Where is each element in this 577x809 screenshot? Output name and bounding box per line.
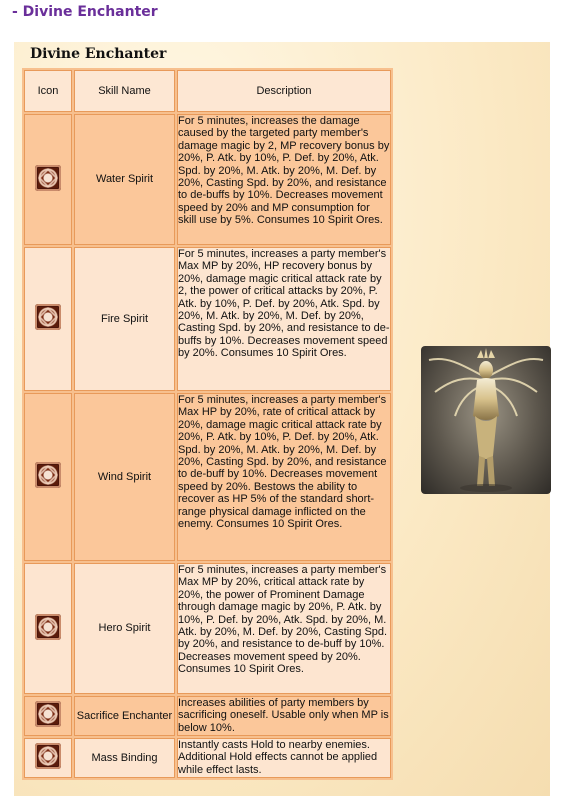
- mass-binding-icon: [35, 743, 61, 769]
- header-description: Description: [177, 70, 391, 112]
- table-row: [24, 738, 391, 778]
- skill-name: Hero Spirit: [74, 563, 175, 694]
- panel-title: Divine Enchanter: [30, 46, 167, 62]
- hero-spirit-icon: [35, 614, 61, 640]
- skill-description: For 5 minutes, increases the damage caused by the targeted party member's damage magic by 2, MP recovery bonus by 20%, P. Atk. by 10%, P. Def. by 20%, Atk. Spd. by 20%, M. Atk. by 20%, M. Def. by 20%, Casting Spd. by 20%, and resistance to de-buffs by 10%. Decreases movement speed by 20% and MP consumption for skill use by 5%. Consumes 10 Spirit Ores.: [177, 114, 391, 245]
- skill-description: For 5 minutes, increases a party member's Max MP by 20%, HP recovery bonus by 20%, damage magic critical attack rate by 2, the power of critical attacks by 20%, P. Atk. by 10%, P. Def. by 20%, Atk. Spd. by 20%, M. Atk. by 20%, M. Def. by 20%, Casting Spd. by 20%, and resistance to de-buffs by 10%. Decreases movement speed by 20%. Consumes 10 Spirit Ores.: [177, 247, 391, 391]
- wind-spirit-icon: [35, 462, 61, 488]
- skill-name: Mass Binding: [74, 738, 175, 778]
- header-icon: Icon: [24, 70, 72, 112]
- skill-name: Wind Spirit: [74, 393, 175, 561]
- skill-name: Sacrifice Enchanter: [74, 696, 175, 736]
- table-row: [24, 247, 391, 391]
- character-portrait-image: [421, 346, 551, 494]
- skill-name: Water Spirit: [74, 114, 175, 245]
- table-row: [24, 696, 391, 736]
- skills-table: [22, 68, 393, 780]
- fire-spirit-icon: [35, 304, 61, 330]
- skill-description: Increases abilities of party members by sacrificing oneself. Usable only when MP is below 10%.: [177, 696, 391, 736]
- spirit-figure-illustration: [421, 346, 551, 494]
- header-skill-name: Skill Name: [74, 70, 175, 112]
- skill-name: Fire Spirit: [74, 247, 175, 391]
- sacrifice-enchanter-icon: [35, 701, 61, 727]
- table-row: [24, 563, 391, 694]
- table-row: [24, 114, 391, 245]
- table-header-row: [24, 70, 391, 112]
- water-spirit-icon: [35, 165, 61, 191]
- page-heading: - Divine Enchanter: [12, 4, 158, 20]
- table-row: [24, 393, 391, 561]
- skill-description: For 5 minutes, increases a party member's Max HP by 20%, rate of critical attack by 20%, damage magic critical attack rate by 20%, P. Atk. by 10%, P. Def. by 20%, Atk. Spd. by 20%, M. Atk. by 20%, M. Def. by 20%, Casting Spd. by 20%, and resistance to de-buff by 10%. Decreases movement speed by 20%. Bestows the ability to recover as HP 5% of the standard short-range physical damage inflicted on the enemy. Consumes 10 Spirit Ores.: [177, 393, 391, 561]
- skill-description: For 5 minutes, increases a party member's Max MP by 20%, critical attack rate by 20%, the power of Prominent Damage through damage magic by 20%, P. Atk. by 10%, P. Def. by 20%, Atk. Spd. by 20%, M. Atk. by 20%, M. Def. by 20%, Casting Spd. by 20%, and resistance to de-buff by 10%. Decreases movement speed by 20%. Consumes 10 Spirit Ores.: [177, 563, 391, 694]
- skill-description: Instantly casts Hold to nearby enemies. Additional Hold effects cannot be applied while effect lasts.: [177, 738, 391, 778]
